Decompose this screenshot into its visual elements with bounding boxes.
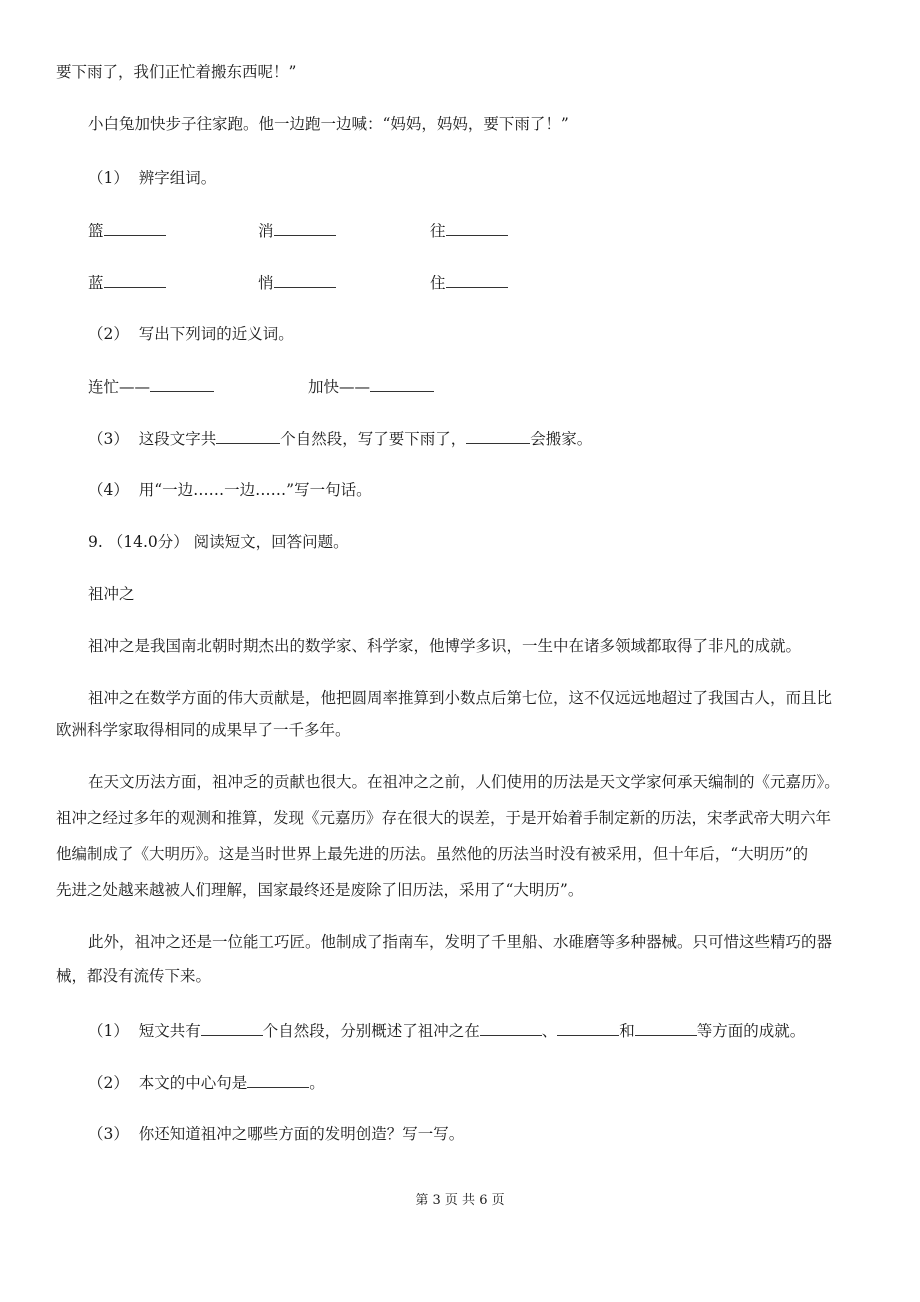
- q8-sub3-number: （3）: [88, 430, 129, 448]
- char-item: [88, 220, 166, 241]
- passage-paragraph-2-line-1: 祖冲之在数学方面的伟大贡献是，他把圆周率推算到小数点后第七位，这不仅远远地超过了我国古人，而且比: [88, 689, 833, 707]
- q9-sub1-text-a: 短文共有: [138, 1022, 201, 1040]
- q9-header: 9. （14.0分） 阅读短文，回答问题。: [88, 533, 349, 551]
- q9-sub2: [88, 1072, 325, 1093]
- answer-blank[interactable]: [216, 428, 280, 444]
- char-item: [88, 272, 166, 293]
- char-label: 往: [430, 222, 446, 240]
- q9-sub3-number: （3）: [88, 1125, 129, 1143]
- passage-paragraph-3-line-2: 祖冲之经过多年的观测和推算，发现《元嘉历》存在很大的误差，于是开始着手制定新的历法，宋孝武帝大明六年: [56, 809, 832, 827]
- answer-blank[interactable]: [274, 220, 336, 236]
- q8-sub1-prompt: 辨字组词。: [138, 169, 217, 187]
- char-item: [258, 220, 336, 241]
- char-item: [430, 220, 508, 241]
- answer-blank[interactable]: [370, 376, 434, 392]
- answer-blank[interactable]: [104, 220, 166, 236]
- char-item: [430, 272, 508, 293]
- synonym-item: [308, 376, 434, 397]
- answer-blank[interactable]: [247, 1072, 309, 1088]
- q9-sub2-text-a: 本文的中心句是: [138, 1074, 248, 1092]
- char-item: [258, 272, 336, 293]
- passage-paragraph-3-line-1: 在天文历法方面，祖冲乏的贡献也很大。在祖冲之之前，人们使用的历法是天文学家何承天编制的《元嘉历》。: [88, 773, 840, 791]
- q8-sub2: [88, 324, 294, 344]
- q8-sub4: [88, 480, 372, 500]
- story-ending: 小白兔加快步子往家跑。他一边跑一边喊：“妈妈，妈妈，要下雨了！”: [88, 115, 569, 133]
- q9-sub3: [88, 1124, 464, 1144]
- char-label: 篮: [88, 222, 104, 240]
- story-continuation: 要下雨了，我们正忙着搬东西呢！”: [56, 63, 297, 81]
- q9-sub3-prompt: 你还知道祖冲之哪些方面的发明创造？写一写。: [138, 1125, 465, 1143]
- q8-sub3-text-b: 个自然段，写了要下雨了，: [280, 430, 467, 448]
- char-label: 住: [430, 274, 446, 292]
- char-label: 悄: [258, 274, 274, 292]
- q9-sub1-text-d: 和: [619, 1022, 635, 1040]
- answer-blank[interactable]: [480, 1020, 542, 1036]
- q8-sub1-number: （1）: [88, 169, 129, 187]
- q8-sub3: [88, 428, 592, 449]
- synonym-label: 连忙——: [88, 378, 151, 396]
- answer-blank[interactable]: [635, 1020, 697, 1036]
- q8-sub2-prompt: 写出下列词的近义词。: [138, 325, 294, 343]
- q8-sub2-number: （2）: [88, 325, 129, 343]
- q9-sub2-text-b: 。: [309, 1074, 325, 1092]
- q8-sub4-number: （4）: [88, 481, 129, 499]
- page-footer: 第 3 页 共 6 页: [415, 1193, 505, 1208]
- passage-paragraph-3-line-4: 先进之处越来越被人们理解，国家最终还是废除了旧历法，采用了“大明历”。: [56, 881, 584, 899]
- q8-sub1: [88, 168, 216, 188]
- passage-paragraph-3-line-3: 他编制成了《大明历》。这是当时世界上最先进的历法。虽然他的历法当时没有被采用，但十年后，“大明历”的: [56, 845, 809, 863]
- q9-sub1-text-e: 等方面的成就。: [696, 1022, 806, 1040]
- synonym-item: [88, 376, 214, 397]
- passage-paragraph-4-line-1: 此外，祖冲之还是一位能工巧匠。他制成了指南车，发明了千里船、水碓磨等多种器械。只可惜这些精巧的器: [88, 933, 833, 951]
- passage-paragraph-2-line-2: 欧洲科学家取得相同的成果早了一千多年。: [56, 721, 351, 739]
- char-label: 消: [258, 222, 274, 240]
- answer-blank[interactable]: [446, 272, 508, 288]
- q9-sub1-text-c: 、: [541, 1022, 558, 1040]
- q8-sub3-text-a: 这段文字共: [138, 430, 217, 448]
- q8-sub4-prompt: 用“一边……一边……”写一句话。: [138, 481, 372, 499]
- answer-blank[interactable]: [201, 1020, 263, 1036]
- answer-blank[interactable]: [104, 272, 166, 288]
- q9-sub1-number: （1）: [88, 1022, 129, 1040]
- answer-blank[interactable]: [446, 220, 508, 236]
- q9-sub1-text-b: 个自然段，分别概述了祖冲之在: [262, 1022, 480, 1040]
- answer-blank[interactable]: [274, 272, 336, 288]
- synonym-label: 加快——: [308, 378, 371, 396]
- answer-blank[interactable]: [557, 1020, 619, 1036]
- char-label: 蓝: [88, 274, 104, 292]
- q9-sub1: [88, 1020, 805, 1041]
- q9-sub2-number: （2）: [88, 1074, 129, 1092]
- answer-blank[interactable]: [150, 376, 214, 392]
- q8-sub3-text-c: 会搬家。: [530, 430, 593, 448]
- passage-paragraph-4-line-2: 械，都没有流传下来。: [56, 967, 212, 985]
- answer-blank[interactable]: [466, 428, 530, 444]
- passage-paragraph-1: 祖冲之是我国南北朝时期杰出的数学家、科学家，他博学多识，一生中在诸多领域都取得了非凡的成就。: [88, 637, 802, 655]
- passage-title: 祖冲之: [88, 585, 135, 603]
